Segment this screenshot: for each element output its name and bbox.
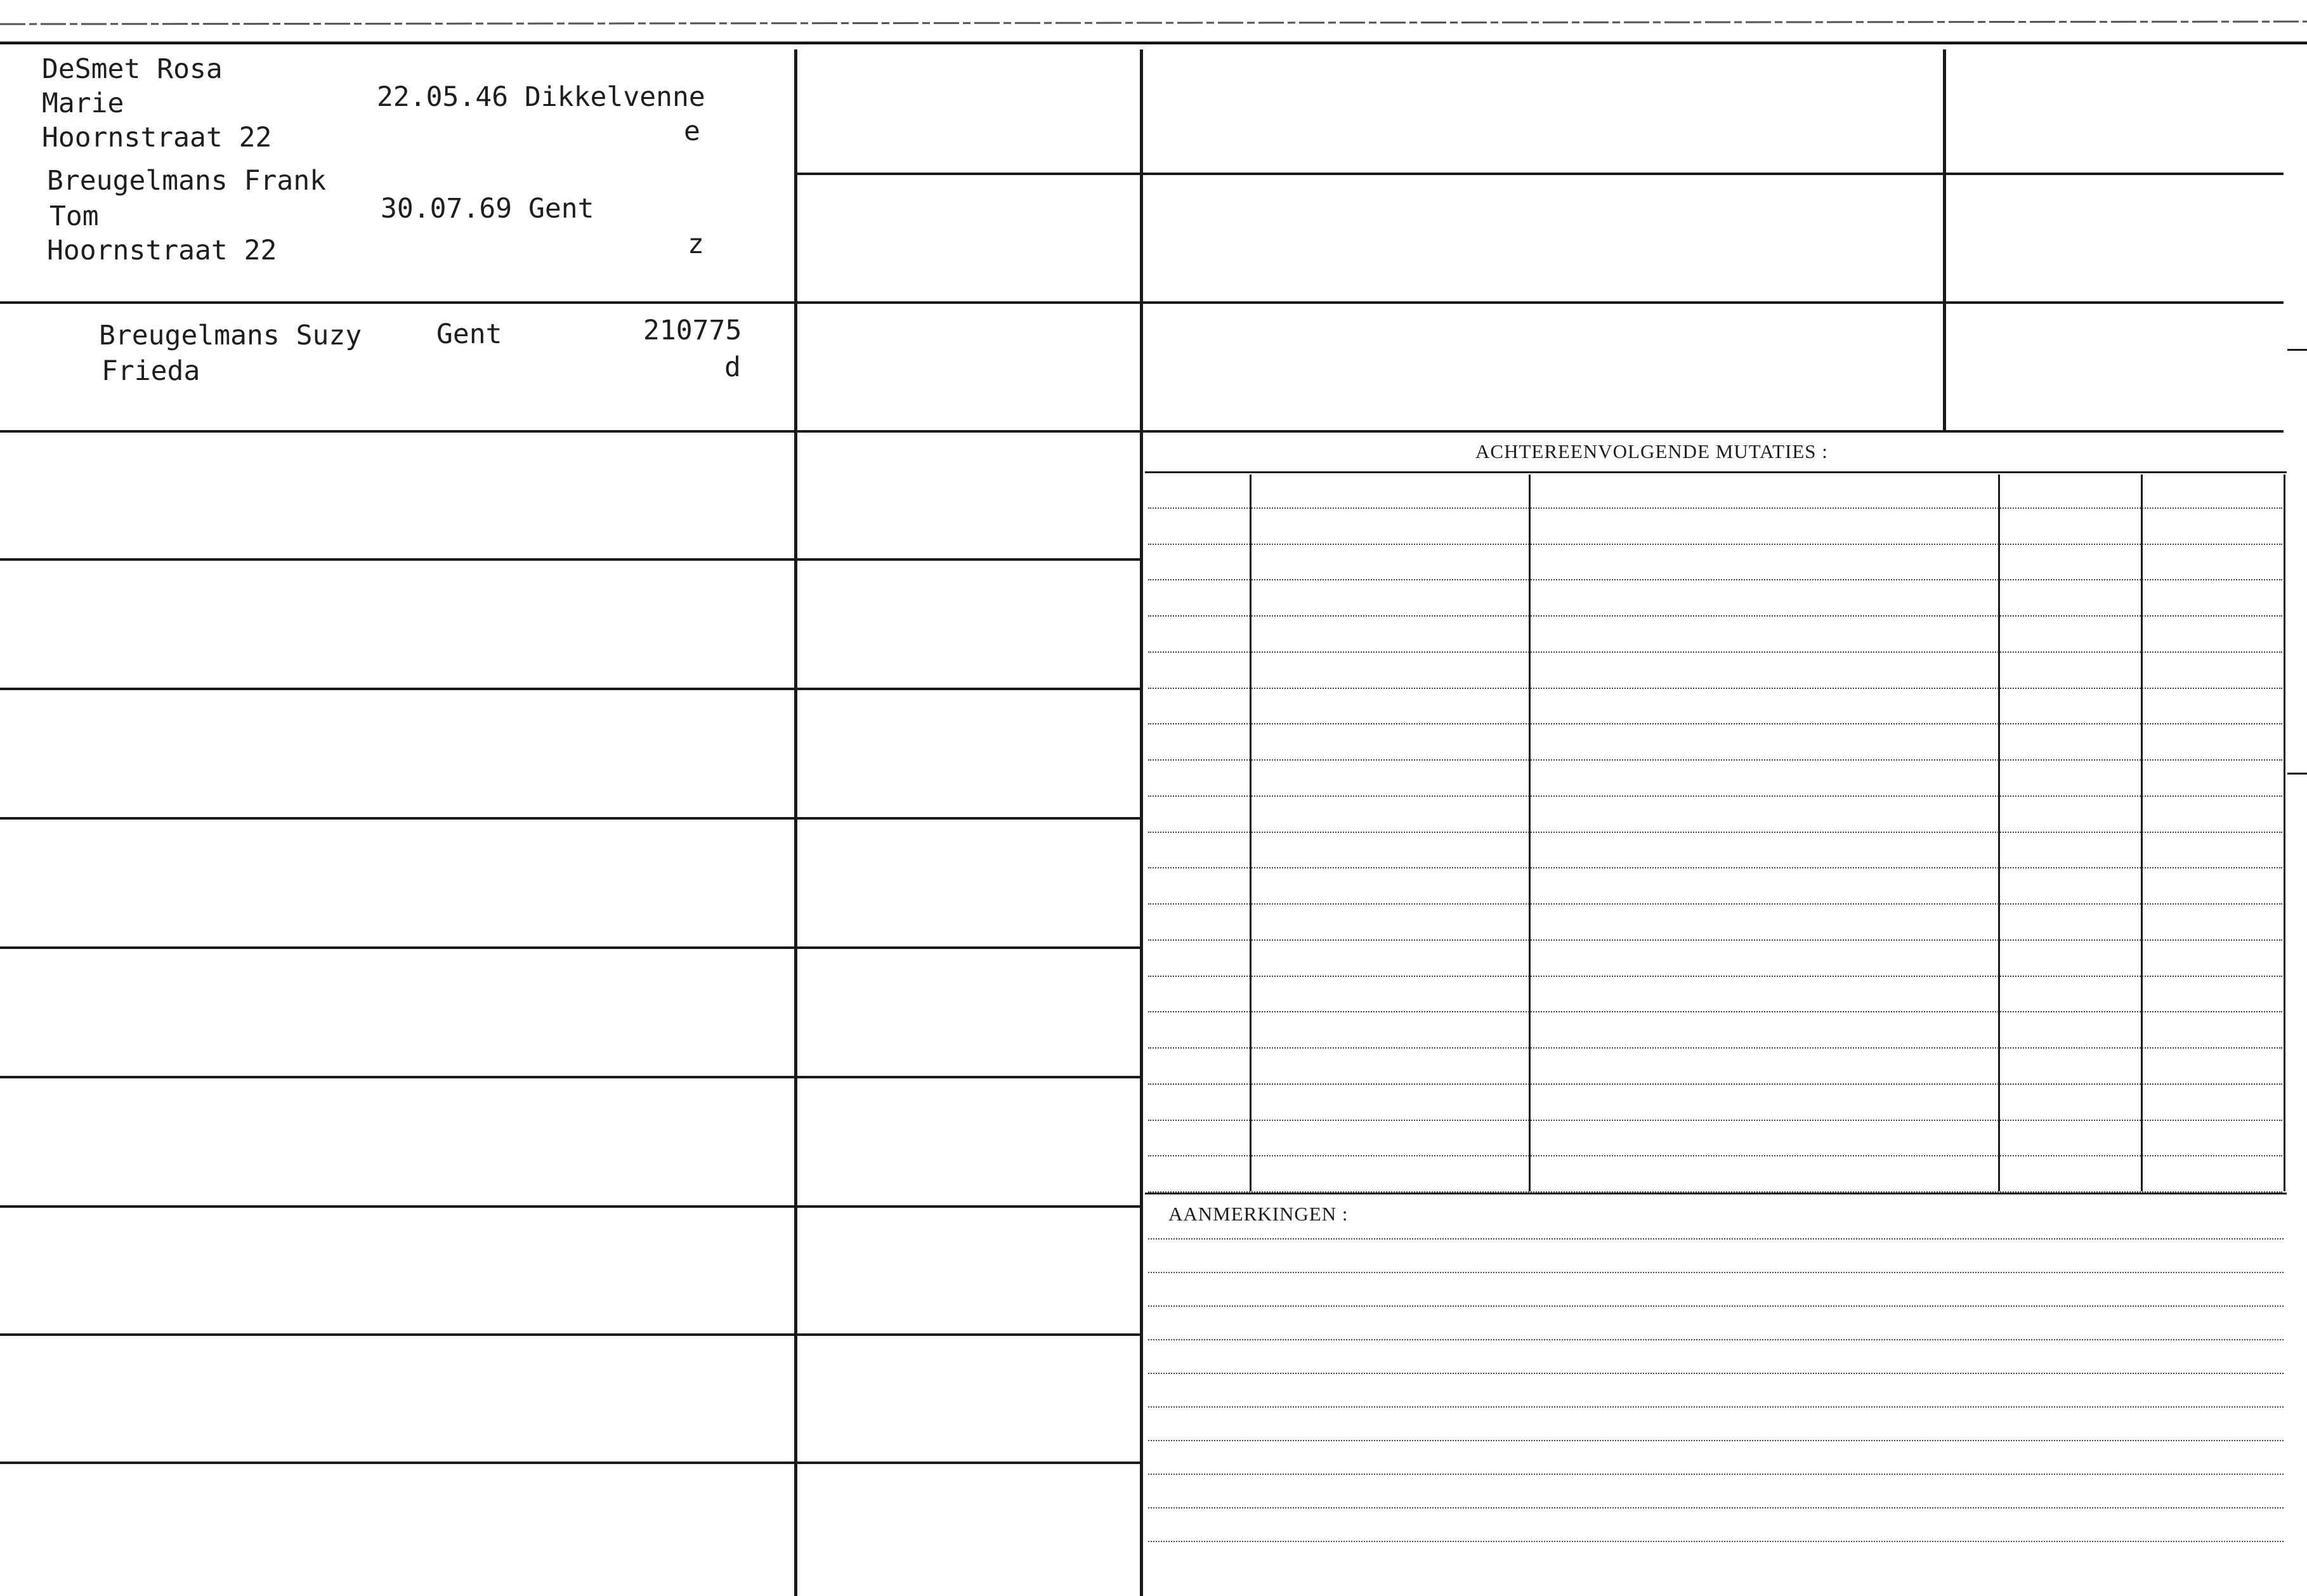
row-rule	[0, 558, 1142, 561]
mutations-row-line	[1148, 832, 2282, 833]
remarks-line	[1148, 1339, 2284, 1340]
row-rule	[0, 817, 1142, 820]
entry-3-name-line2: Frieda	[101, 355, 200, 387]
column-rule-3	[1943, 49, 1946, 430]
row-rule	[0, 1205, 1142, 1208]
mutations-row-line	[1148, 723, 2282, 724]
right-row-rule	[1142, 301, 2284, 304]
mutations-row-line	[1148, 544, 2282, 545]
remarks-line	[1148, 1238, 2284, 1240]
mutations-row-line	[1148, 759, 2282, 761]
right-row-rule	[1142, 173, 2284, 175]
mutations-column-rule	[2284, 474, 2285, 1191]
mutations-row-line	[1148, 976, 2282, 977]
row-rule	[0, 430, 2284, 433]
remarks-line	[1148, 1406, 2284, 1408]
remarks-line	[1148, 1272, 2284, 1273]
mutations-row-line	[1148, 1047, 2282, 1049]
mutations-row-line	[1148, 867, 2282, 868]
mutations-row-line	[1148, 1120, 2282, 1121]
margin-tick	[2287, 349, 2307, 351]
mutations-heading: ACHTEREENVOLGENDE MUTATIES :	[1475, 440, 1828, 462]
mutations-row-line	[1148, 1011, 2282, 1012]
mutations-row-line	[1148, 688, 2282, 689]
margin-tick	[2287, 773, 2307, 775]
row-rule	[0, 1462, 1142, 1464]
entry-1-name-line2: Marie	[42, 88, 124, 119]
row-rule	[0, 301, 1142, 304]
mutations-bottom-rule	[1145, 1193, 2287, 1194]
entry-2-name-line2: Tom	[49, 200, 99, 232]
remarks-line	[1148, 1474, 2284, 1475]
remarks-line	[1148, 1305, 2284, 1307]
mutations-row-line	[1148, 1155, 2282, 1156]
mutations-row-line	[1148, 939, 2282, 941]
mutations-row-line	[1148, 651, 2282, 653]
entry-1-name-line1: DeSmet Rosa	[42, 53, 223, 85]
mutations-row-line	[1148, 1083, 2282, 1085]
remarks-line	[1148, 1507, 2284, 1508]
remarks-line	[1148, 1373, 2284, 1374]
column-rule-2	[1140, 49, 1143, 1596]
mutations-row-line	[1148, 795, 2282, 797]
remarks-line	[1148, 1440, 2284, 1441]
entry-3-code: d	[724, 351, 741, 383]
entry-3-date: 210775	[643, 315, 742, 346]
mutations-row-line	[1148, 615, 2282, 617]
row-rule	[0, 946, 1142, 949]
entry-2-code: z	[688, 228, 704, 260]
mutations-row-line	[1148, 903, 2282, 905]
row-rule	[794, 173, 1143, 175]
entry-1-code: e	[684, 115, 700, 147]
entry-3-place: Gent	[436, 318, 502, 350]
entry-2-address: Hoornstraat 22	[47, 235, 277, 266]
row-rule	[0, 1076, 1142, 1078]
entry-3-name-line1: Breugelmans Suzy	[99, 320, 362, 351]
mutations-top-rule	[1145, 471, 2287, 473]
entry-2-name-line1: Breugelmans Frank	[47, 165, 327, 197]
mutations-row-line	[1148, 507, 2282, 509]
entry-1-birth: 22.05.46 Dikkelvenne	[377, 81, 705, 113]
top-edge-band	[0, 0, 2307, 44]
row-rule	[0, 1333, 1142, 1336]
remarks-line	[1148, 1541, 2284, 1542]
mutations-row-line	[1148, 579, 2282, 580]
entry-1-address: Hoornstraat 22	[42, 122, 272, 154]
entry-2-birth: 30.07.69 Gent	[381, 193, 594, 225]
row-rule	[0, 688, 1142, 690]
remarks-heading: AANMERKINGEN :	[1168, 1203, 1349, 1225]
column-rule-1	[794, 49, 797, 1596]
